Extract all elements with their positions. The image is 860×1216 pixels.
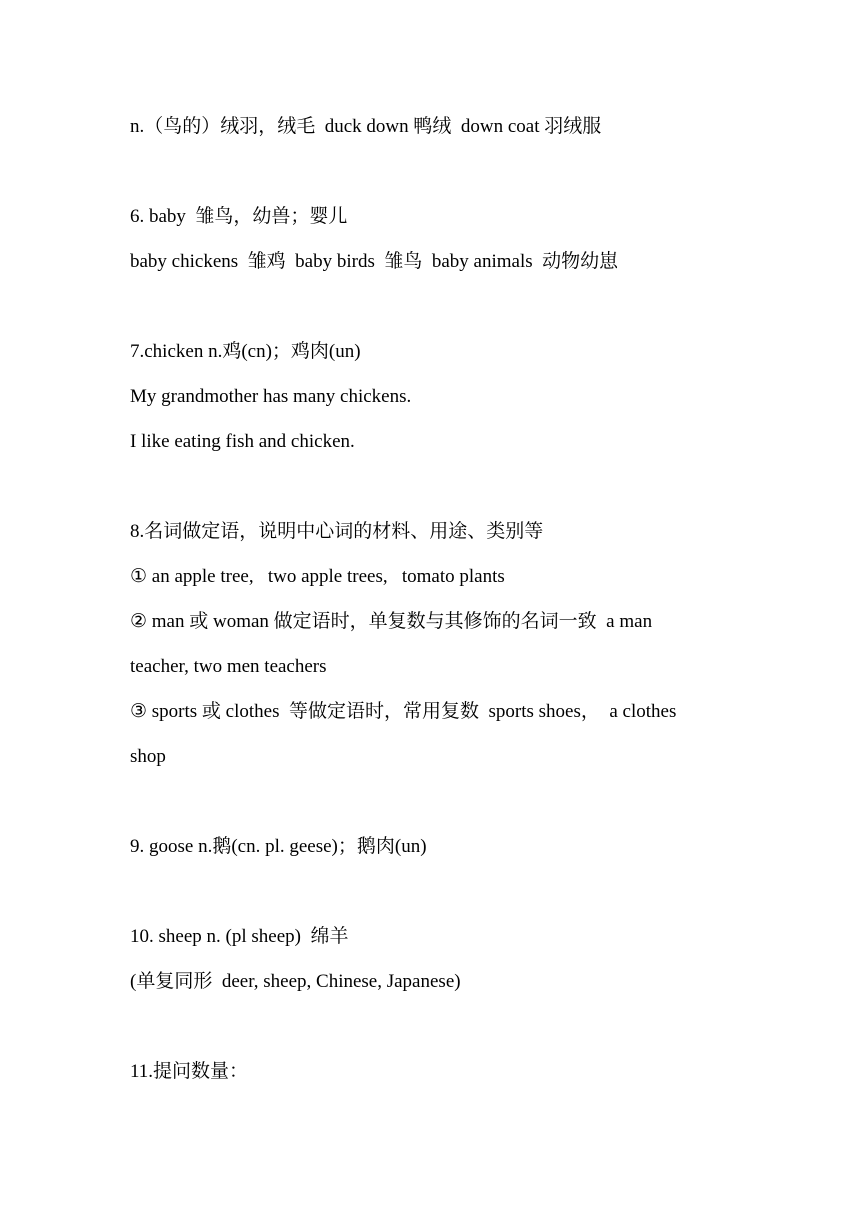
noun-attributive-item-2: ② man 或 woman 做定语时，单复数与其修饰的名词一致 a man bbox=[130, 611, 653, 632]
chicken-example-2: I like eating fish and chicken. bbox=[130, 431, 355, 452]
baby-heading-line: 6. baby 雏鸟，幼兽；婴儿 bbox=[130, 206, 348, 227]
noun-attributive-item-1: ① an apple tree, two apple trees, tomato plants bbox=[130, 566, 505, 587]
goose-heading-line: 9. goose n.鹅(cn. pl. geese)；鹅肉(un) bbox=[130, 836, 427, 857]
down-definition-line: n.（鸟的）绒羽，绒毛 duck down 鸭绒 down coat 羽绒服 bbox=[130, 116, 602, 137]
baby-examples-line: baby chickens 雏鸡 baby birds 雏鸟 baby animals 动物幼崽 bbox=[130, 251, 619, 272]
chicken-example-1: My grandmother has many chickens. bbox=[130, 386, 412, 407]
chicken-heading-line: 7.chicken n.鸡(cn)；鸡肉(un) bbox=[130, 341, 361, 362]
noun-attributive-item-3: ③ sports 或 clothes 等做定语时，常用复数 sports shoes， a clothes bbox=[130, 701, 677, 722]
noun-attributive-heading: 8.名词做定语，说明中心词的材料、用途、类别等 bbox=[130, 521, 544, 542]
quantity-question-heading: 11.提问数量： bbox=[130, 1061, 249, 1082]
sheep-heading-line: 10. sheep n. (pl sheep) 绵羊 bbox=[130, 926, 349, 947]
sheep-note-line: (单复同形 deer, sheep, Chinese, Japanese) bbox=[130, 971, 461, 992]
noun-attributive-item-3-cont: shop bbox=[130, 746, 166, 767]
noun-attributive-item-2-cont: teacher, two men teachers bbox=[130, 656, 327, 677]
